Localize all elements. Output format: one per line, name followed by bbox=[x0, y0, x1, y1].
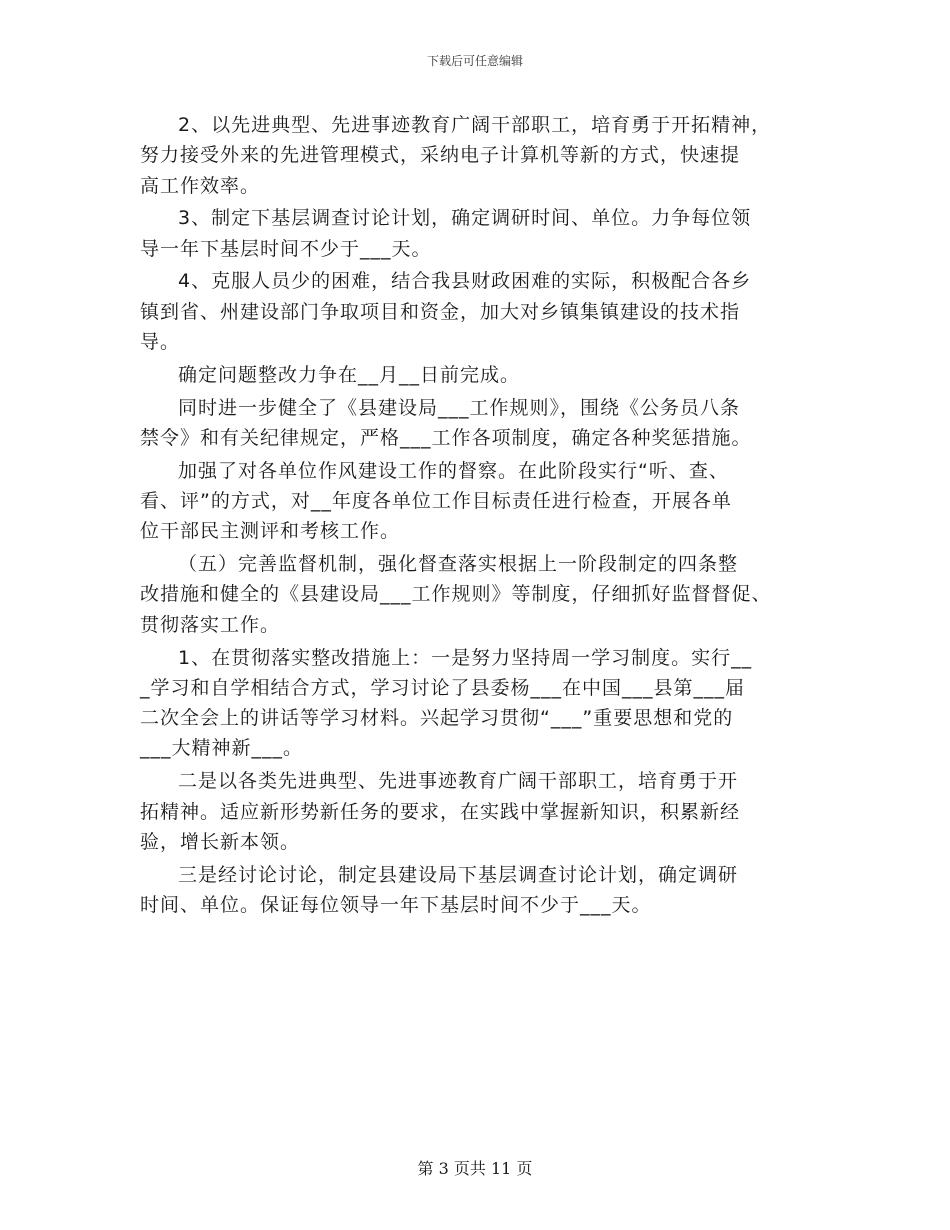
paragraph-8 bbox=[140, 643, 810, 764]
paragraph-line: 加强了对各单位作风建设工作的督察。在此阶段实行“听、查、 bbox=[178, 459, 729, 482]
paragraph-line: （五）完善监督机制，强化督查落实根据上一阶段制定的四条整 bbox=[178, 553, 739, 576]
paragraph-line: 2、以先进典型、先进事迹教育广阔干部职工，培育勇于开拓精神， bbox=[178, 114, 772, 136]
paragraph-line: 验，增长新本领。 bbox=[140, 830, 301, 853]
paragraph-line: 高工作效率。 bbox=[140, 174, 261, 197]
paragraph-line: 改措施和健全的《县建设局___工作规则》等制度，仔细抓好监督督促、 bbox=[140, 583, 772, 606]
paragraph-line: _学习和自学相结合方式，学习讨论了县委杨___在中国___县第___届 bbox=[140, 676, 746, 699]
header-note: 下载后可任意编辑 bbox=[426, 54, 523, 68]
paragraph-9 bbox=[140, 766, 810, 857]
paragraph-line: ___大精神新___。 bbox=[140, 737, 304, 760]
paragraph-line: 4、克服人员少的困难，结合我县财政困难的实际，积极配合各乡 bbox=[178, 270, 752, 293]
paragraph-6 bbox=[140, 456, 810, 547]
paragraph-7 bbox=[140, 549, 810, 640]
paragraph-line: 禁令》和有关纪律规定，严格___工作各项制度，确定各种奖惩措施。 bbox=[140, 426, 752, 449]
paragraph-line: 二是以各类先进典型、先进事迹教育广阔干部职工，培育勇于开 bbox=[178, 770, 739, 793]
paragraph-5 bbox=[140, 393, 810, 454]
page-number: 第 3 页共 11 页 bbox=[417, 1159, 533, 1178]
paragraph-2 bbox=[140, 203, 810, 264]
paragraph-1 bbox=[140, 110, 810, 201]
paragraph-10 bbox=[140, 860, 810, 921]
paragraph-line: 镇到省、州建设部门争取项目和资金，加大对乡镇集镇建设的技术指 bbox=[140, 300, 741, 323]
paragraph-line: 二次全会上的讲话等学习材料。兴起学习贯彻“___”重要思想和党的 bbox=[140, 707, 734, 730]
paragraph-line: 位干部民主测评和考核工作。 bbox=[140, 520, 401, 543]
paragraph-line: 贯彻落实工作。 bbox=[140, 613, 281, 636]
paragraph-line: 看、评”的方式，对__年度各单位工作目标责任进行检查，开展各单 bbox=[140, 490, 732, 513]
paragraph-line: 三是经讨论讨论，制定县建设局下基层调查讨论计划，确定调研 bbox=[178, 863, 739, 886]
paragraph-4 bbox=[140, 360, 810, 390]
paragraph-line: 拓精神。适应新形势新任务的要求，在实践中掌握新知识，积累新经 bbox=[140, 800, 741, 823]
paragraph-line: 1、在贯彻落实整改措施上：一是努力坚持周一学习制度。实行__ bbox=[178, 646, 753, 669]
paragraph-line: 3、制定下基层调查讨论计划，确定调研时间、单位。力争每位领 bbox=[178, 207, 752, 230]
paragraph-line: 导一年下基层时间不少于___天。 bbox=[140, 237, 432, 260]
paragraph-line: 努力接受外来的先进管理模式，采纳电子计算机等新的方式，快速提 bbox=[140, 144, 741, 167]
document-body bbox=[140, 110, 810, 923]
paragraph-3 bbox=[140, 266, 810, 357]
paragraph-line: 确定问题整改力争在__月__日前完成。 bbox=[178, 363, 521, 386]
paragraph-line: 时间、单位。保证每位领导一年下基层时间不少于___天。 bbox=[140, 893, 652, 916]
paragraph-line: 导。 bbox=[140, 331, 181, 354]
paragraph-line: 同时进一步健全了《县建设局___工作规则》，围绕《公务员八条 bbox=[178, 396, 741, 419]
